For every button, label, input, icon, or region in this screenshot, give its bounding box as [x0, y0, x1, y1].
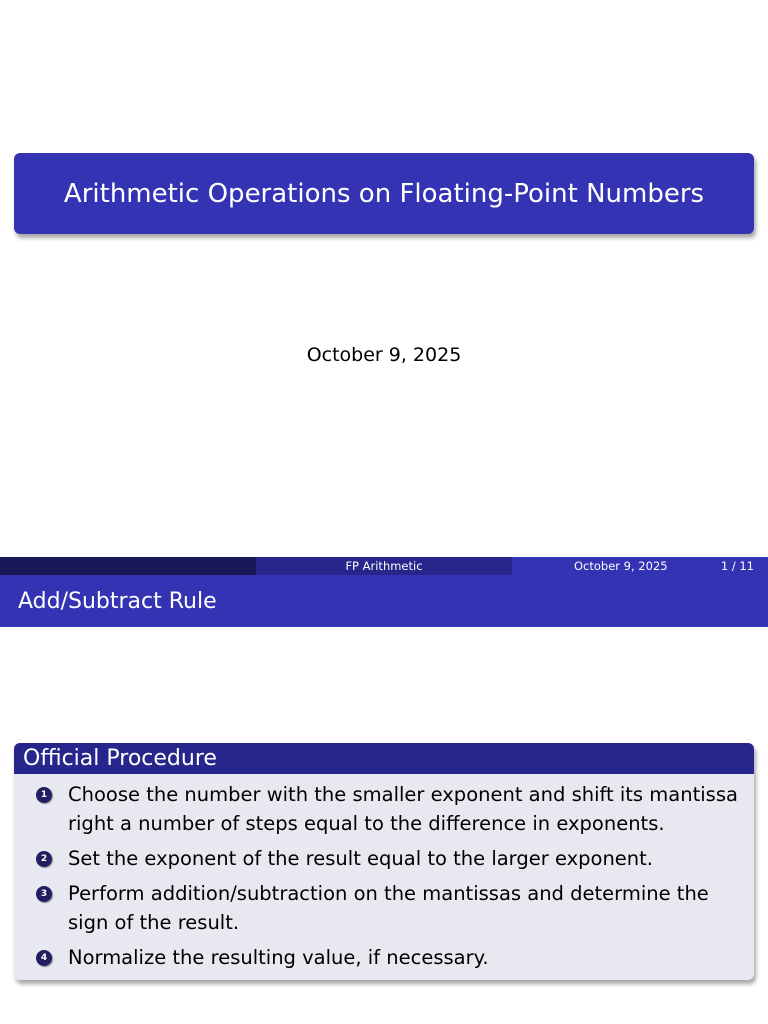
list-item-text: Set the exponent of the result equal to the larger exponent. [68, 847, 654, 870]
list-item-text: Normalize the resulting value, if necessary. [68, 946, 489, 969]
list-item [36, 879, 744, 937]
footline-date: October 9, 2025 [574, 559, 668, 573]
footline-author [0, 557, 256, 575]
footline-short-title: FP Arithmetic [256, 557, 512, 575]
numbered-bullet-icon: 3 [36, 886, 52, 902]
list-item [36, 943, 744, 972]
presentation-title: Arithmetic Operations on Floating-Point Numbers [63, 178, 705, 209]
frame-title [0, 575, 768, 627]
list-item-text: Choose the number with the smaller exponent and shift its mantissa right a number of steps equal to the difference in exponents. [68, 783, 738, 835]
block-body [14, 774, 754, 980]
list-item-text: Perform addition/subtraction on the mantissas and determine the sign of the result. [68, 882, 709, 934]
list-item [36, 844, 744, 873]
block-title: Official Procedure [14, 743, 754, 774]
frame-title-text: Add/Subtract Rule [18, 588, 217, 614]
presentation-date: October 9, 2025 [306, 344, 462, 366]
procedure-block [14, 743, 754, 980]
title-box [14, 153, 754, 234]
footline-right [512, 557, 768, 575]
footline-page-number: 1 / 11 [720, 559, 754, 573]
numbered-bullet-icon: 4 [36, 950, 52, 966]
list-item [36, 780, 744, 838]
numbered-bullet-icon: 1 [36, 787, 52, 803]
numbered-bullet-icon: 2 [36, 851, 52, 867]
footline [0, 557, 768, 575]
content-slide [0, 557, 768, 1024]
